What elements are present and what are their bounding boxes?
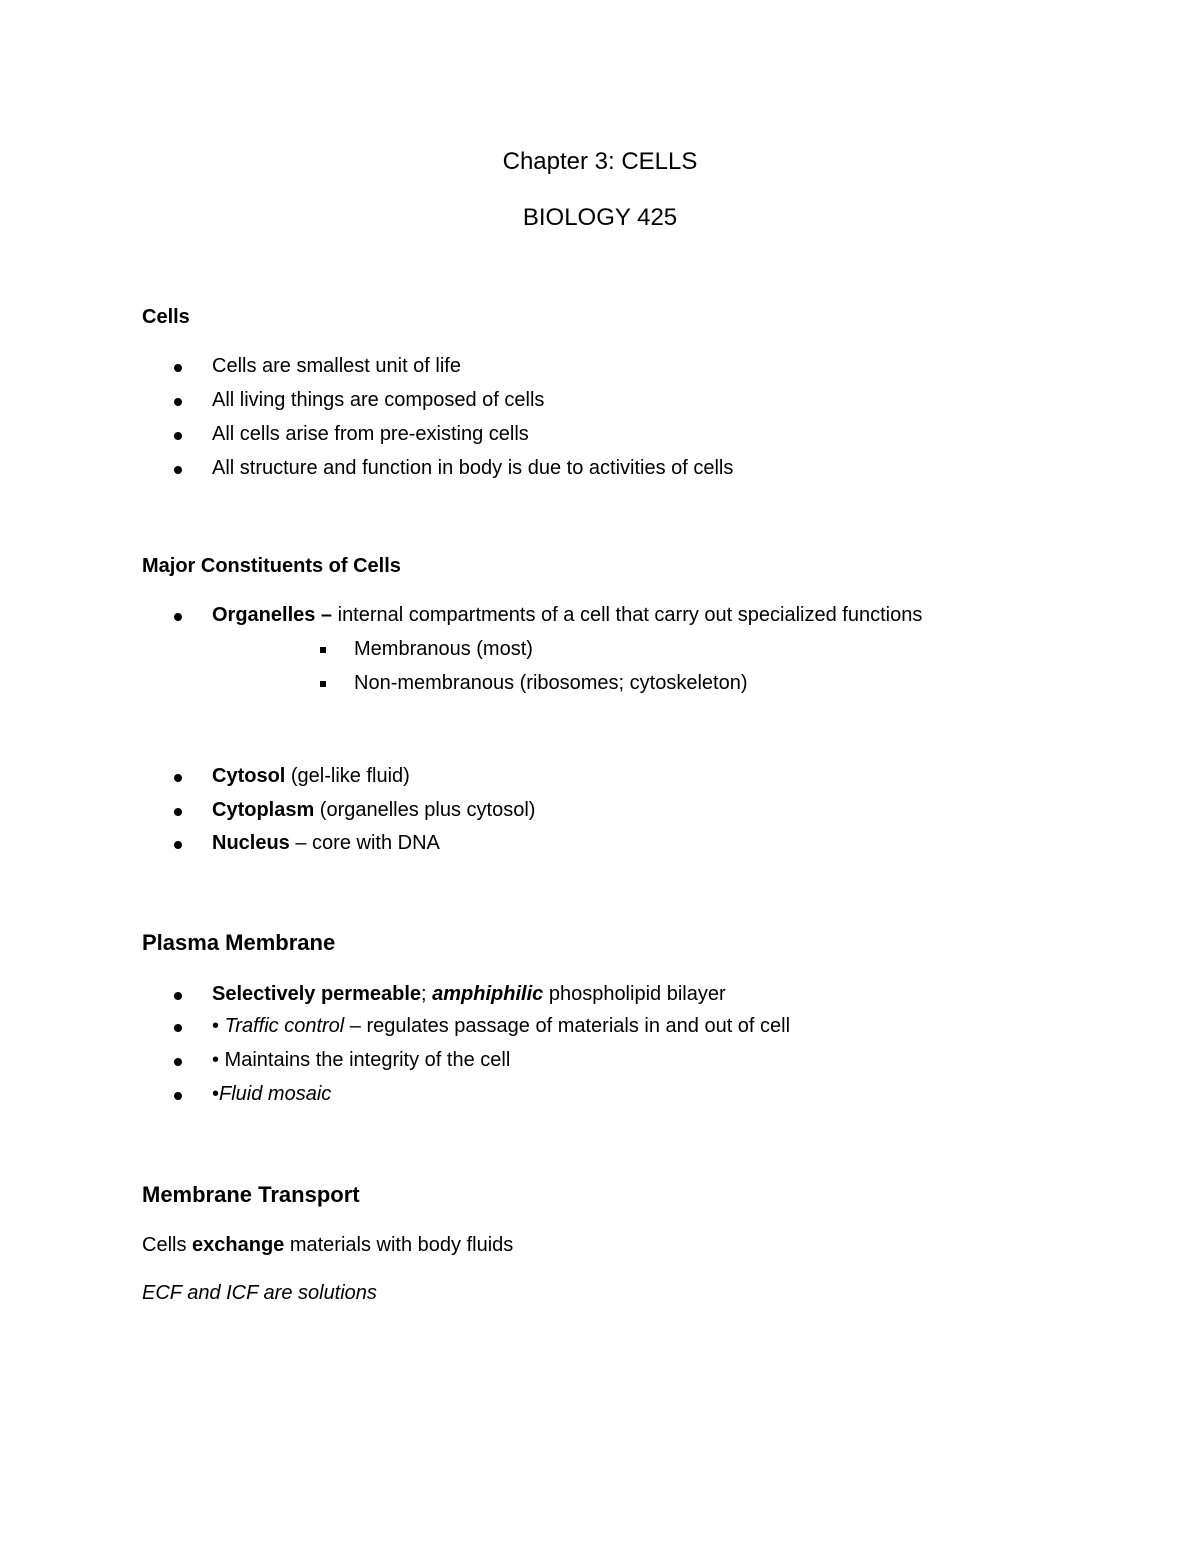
bullet-icon [172,395,188,411]
organelles-sub-item-2: Non-membranous (ribosomes; cytoskeleton) [354,672,748,694]
pm-item-1 [212,983,726,1006]
pm-item-1-sep: ; [421,983,433,1005]
square-bullet-icon [319,680,329,690]
cells-item-2: All living things are composed of cells [212,389,545,411]
mt-para-1-pre: Cells [142,1234,193,1256]
bullet-icon [172,361,188,377]
pm-item-1-rest: phospholipid bilayer [543,983,726,1005]
bullet-icon [172,610,188,626]
bullet-icon [172,1089,188,1105]
nucleus-item [212,832,440,855]
pm-item-3: • Maintains the integrity of the cell [212,1049,511,1071]
pm-item-2-rest: – regulates passage of materials in and out of cell [344,1015,791,1037]
bullet-icon [172,838,188,854]
bullet-icon [172,989,188,1005]
nucleus-term: Nucleus [212,832,290,854]
mt-para-1-bold: exchange [192,1234,285,1256]
pm-item-2-italic: Traffic control [224,1015,345,1037]
bullet-icon [172,805,188,821]
cytosol-term: Cytosol [212,765,286,787]
pm-item-2 [212,1015,790,1038]
cytoplasm-desc: (organelles plus cytosol) [314,799,536,821]
cytoplasm-item [212,799,535,822]
pm-item-4-prefix: • [212,1083,220,1105]
pm-item-1-bold-italic: amphiphilic [432,983,544,1005]
cytosol-item [212,765,410,788]
organelles-desc: internal compartments of a cell that carry out specialized functions [332,604,923,626]
membrane-transport-heading: Membrane Transport [142,1182,360,1207]
square-bullet-icon [319,646,329,656]
pm-item-1-bold: Selectively permeable [212,983,422,1005]
mt-paragraph-2: ECF and ICF are solutions [142,1282,377,1304]
organelles-sub-item-1: Membranous (most) [354,638,533,660]
nucleus-desc: – core with DNA [289,832,440,854]
mt-para-1-post: materials with body fluids [284,1234,514,1256]
bullet-icon [172,771,188,787]
cells-heading: Cells [142,306,190,328]
course-title: BIOLOGY 425 [522,204,678,231]
cells-item-4: All structure and function in body is due to activities of cells [212,457,734,479]
organelles-term: Organelles – [212,604,333,626]
cytoplasm-term: Cytoplasm [212,799,315,821]
bullet-icon [172,429,188,445]
constituents-heading: Major Constituents of Cells [142,555,401,577]
cells-item-1: Cells are smallest unit of life [212,355,461,377]
cytosol-desc: (gel-like fluid) [285,765,410,787]
chapter-title: Chapter 3: CELLS [502,148,698,175]
pm-item-4-italic: Fluid mosaic [219,1083,332,1105]
mt-paragraph-1 [142,1234,513,1257]
plasma-membrane-heading: Plasma Membrane [142,930,336,955]
organelles-item [212,604,922,627]
pm-item-4 [212,1083,331,1106]
bullet-icon [172,463,188,479]
cells-item-3: All cells arise from pre-existing cells [212,423,529,445]
pm-item-2-prefix: • [212,1015,225,1037]
bullet-icon [172,1021,188,1037]
bullet-icon [172,1055,188,1071]
